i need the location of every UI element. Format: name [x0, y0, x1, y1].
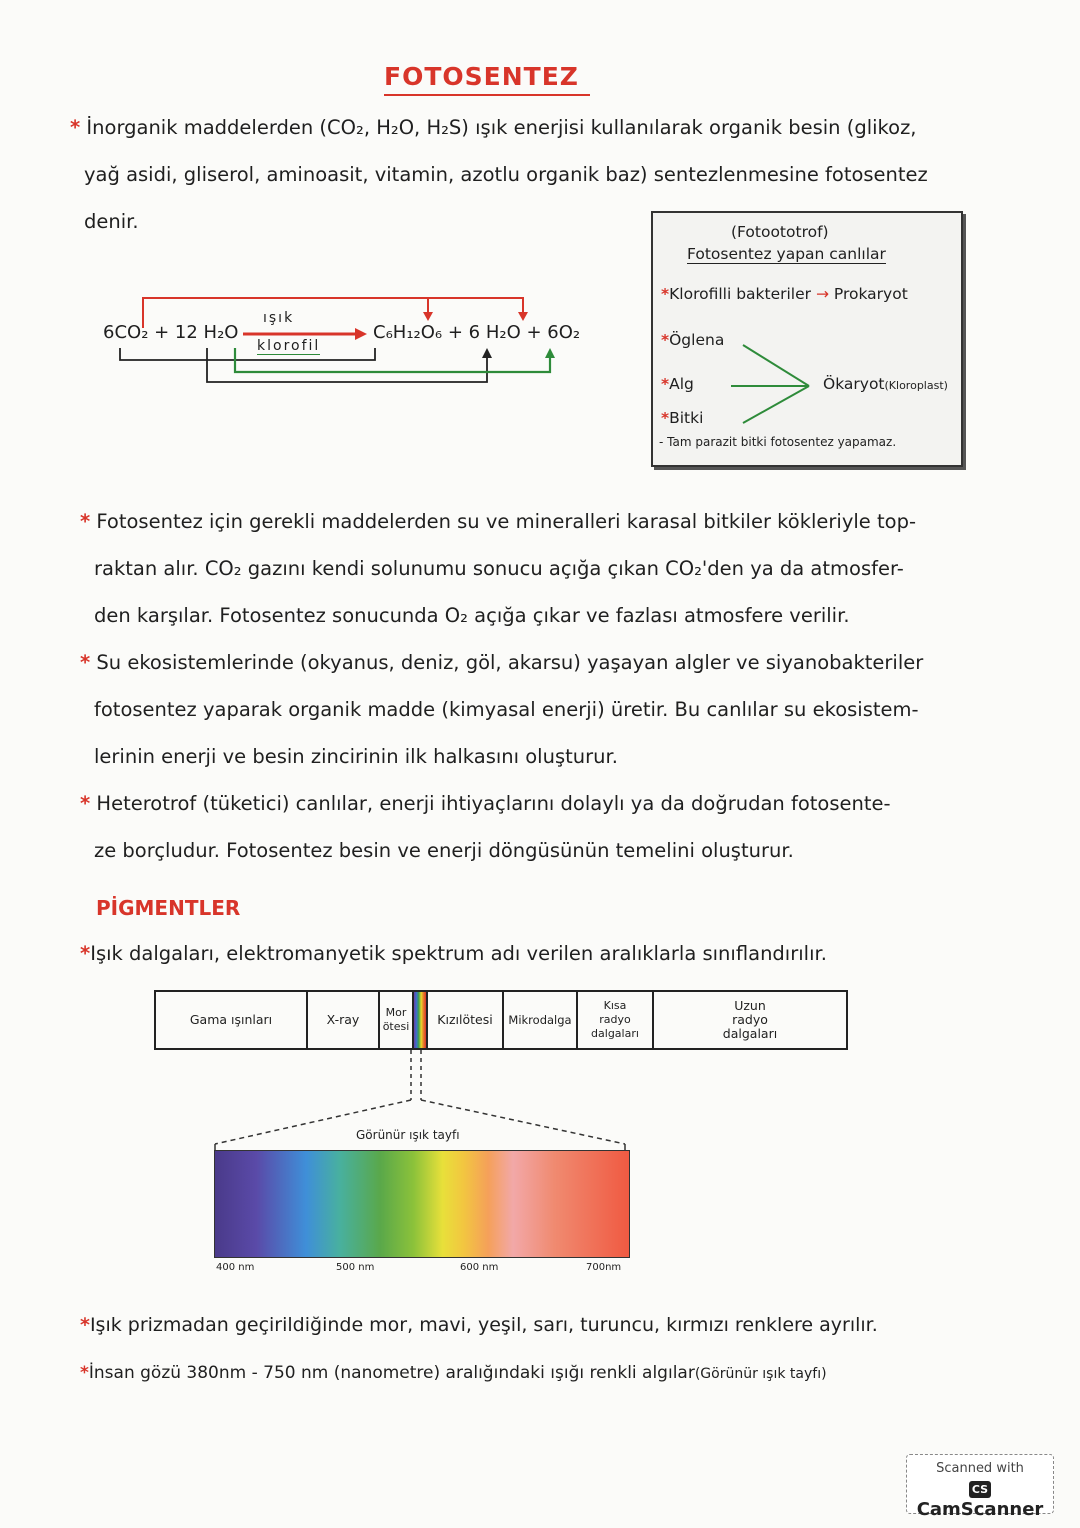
badge-line-2: CS CamScanner: [916, 1482, 1044, 1520]
organism-plant: [661, 409, 703, 427]
bullet-star-icon: *: [80, 1363, 89, 1383]
electromagnetic-spectrum: [154, 990, 848, 1050]
human-eye-note: [80, 1350, 1060, 1398]
photosynthesis-equation: [95, 290, 595, 395]
bullet-star-icon: *: [661, 331, 670, 349]
spectrum-microwave: Mikrodalga: [504, 992, 578, 1048]
pigments-heading: PİGMENTLER: [96, 896, 241, 920]
spectrum-xray: X-ray: [308, 992, 380, 1048]
box-title: Fotosentez yapan canlılar: [687, 245, 886, 263]
spectrum-infrared: Kızılötesi: [428, 992, 504, 1048]
bullet-star-icon: *: [661, 409, 670, 427]
human-eye-note-paren: (Görünür ışık tayfı): [694, 1366, 827, 1382]
intro-line-1: İnorganik maddelerden (CO₂, H₂O, H₂S) ışık enerjisi kullanılarak organik besin (glikoz,: [86, 116, 917, 139]
photosynthetic-organisms-box: [651, 211, 963, 467]
eukaryote-label: Ökaryot(Kloroplast): [823, 375, 948, 393]
spectrum-visible: [414, 992, 428, 1048]
badge-line-1: Scanned with: [936, 1461, 1024, 1476]
bracket-arrowhead-icon: [482, 348, 492, 358]
spectrum-short-radio: Kısa radyo dalgaları: [578, 992, 654, 1048]
pigments-intro-text: Işık dalgaları, elektromanyetik spektrum adı verilen aralıklarla sınıflandırılır.: [90, 942, 827, 965]
tick-700: 700nm: [586, 1262, 622, 1273]
organism-algae: [661, 375, 694, 393]
bullet-star-icon: *: [80, 510, 91, 533]
spectrum-ultraviolet: Mor ötesi: [380, 992, 414, 1048]
p1-line-2: raktan alır. CO₂ gazını kendi solunumu sonucu açığa çıkan CO₂'den ya da atmosfer-: [94, 557, 904, 580]
reaction-arrowhead-icon: [355, 328, 367, 340]
p2-line-2: fotosentez yaparak organik madde (kimyasal enerji) üretir. Bu canlılar su ekosistem-: [94, 698, 919, 721]
tick-400: 400 nm: [216, 1262, 255, 1273]
title-underline: [384, 94, 590, 96]
tick-500: 500 nm: [336, 1262, 375, 1273]
visible-spectrum-label: Görünür ışık tayfı: [356, 1128, 460, 1142]
prism-note-text: Işık prizmadan geçirildiğinde mor, mavi, yeşil, sarı, turuncu, kırmızı renklere ayrılır.: [89, 1314, 878, 1336]
bullet-star-icon: *: [80, 792, 91, 815]
organism-bacteria: [661, 285, 908, 303]
box-subtitle: (Fotoototrof): [731, 223, 829, 241]
products: C₆H₁₂O₆ + 6 H₂O + 6O₂: [373, 322, 581, 343]
spectrum-gamma: Gama ışınları: [156, 992, 308, 1048]
prokaryote-label: Prokaryot: [833, 285, 908, 303]
camscanner-logo-icon: CS: [969, 1481, 991, 1498]
intro-line-3: denir.: [84, 210, 139, 233]
intro-line-2: yağ asidi, gliserol, aminoasit, vitamin, azotlu organik baz) sentezlenmesine fotosentez: [84, 163, 928, 186]
p2-line-1: Su ekosistemlerinde (okyanus, deniz, göl, akarsu) yaşayan algler ve siyanobakteriler: [96, 651, 924, 674]
water-bracket: [207, 348, 487, 382]
visible-spectrum-bar: [214, 1150, 630, 1258]
bullet-star-icon: *: [661, 285, 670, 303]
eukaryote-group-arrows: [731, 341, 821, 431]
arrow-right-icon: →: [815, 285, 829, 303]
green-arrowhead-icon: [545, 348, 555, 358]
prism-note: [80, 1302, 1060, 1349]
bullet-star-icon: *: [70, 116, 81, 139]
spectrum-long-radio: Uzun radyo dalgaları: [722, 998, 778, 1041]
bracket-arrowhead-icon: [518, 312, 528, 321]
condition-light: ışık: [263, 310, 295, 326]
organism-bacteria-label: Klorofilli bakteriler: [669, 285, 812, 303]
p2-line-3: lerinin enerji ve besin zincirinin ilk halkasını oluşturur.: [94, 745, 618, 768]
page-title: FOTOSENTEZ: [384, 62, 579, 91]
p1-line-1: Fotosentez için gerekli maddelerden su ve mineralleri karasal bitkiler kökleriyle top-: [96, 510, 916, 533]
scanner-badge: [906, 1454, 1054, 1520]
p3-line-2: ze borçludur. Fotosentez besin ve enerji döngüsünün temelini oluşturur.: [94, 839, 794, 862]
bullet-star-icon: *: [80, 1314, 90, 1336]
organism-euglena-label: Öglena: [669, 331, 725, 349]
carbon-bracket: [120, 348, 375, 360]
reactants: 6CO₂ + 12 H₂O: [103, 322, 239, 343]
photosynthesis-details: [80, 498, 1040, 874]
bracket-arrowhead-icon: [423, 312, 433, 321]
p1-line-3: den karşılar. Fotosentez sonucunda O₂ açığa çıkar ve fazlası atmosfere verilir.: [94, 604, 850, 627]
bullet-star-icon: *: [80, 651, 91, 674]
tick-600: 600 nm: [460, 1262, 499, 1273]
bullet-star-icon: *: [661, 375, 670, 393]
p3-line-1: Heterotrof (tüketici) canlılar, enerji ihtiyaçlarını dolaylı ya da doğrudan fotosente-: [96, 792, 891, 815]
bullet-star-icon: *: [80, 942, 91, 965]
parasite-note: - Tam parazit bitki fotosentez yapamaz.: [659, 435, 897, 449]
organism-algae-label: Alg: [669, 375, 694, 393]
organism-plant-label: Bitki: [669, 409, 704, 427]
human-eye-note-text: İnsan gözü 380nm - 750 nm (nanometre) aralığındaki ışığı renkli algılar: [88, 1363, 695, 1383]
pigments-intro: [80, 930, 1040, 977]
organism-euglena: [661, 331, 724, 349]
condition-chlorophyll: klorofil: [257, 338, 321, 354]
